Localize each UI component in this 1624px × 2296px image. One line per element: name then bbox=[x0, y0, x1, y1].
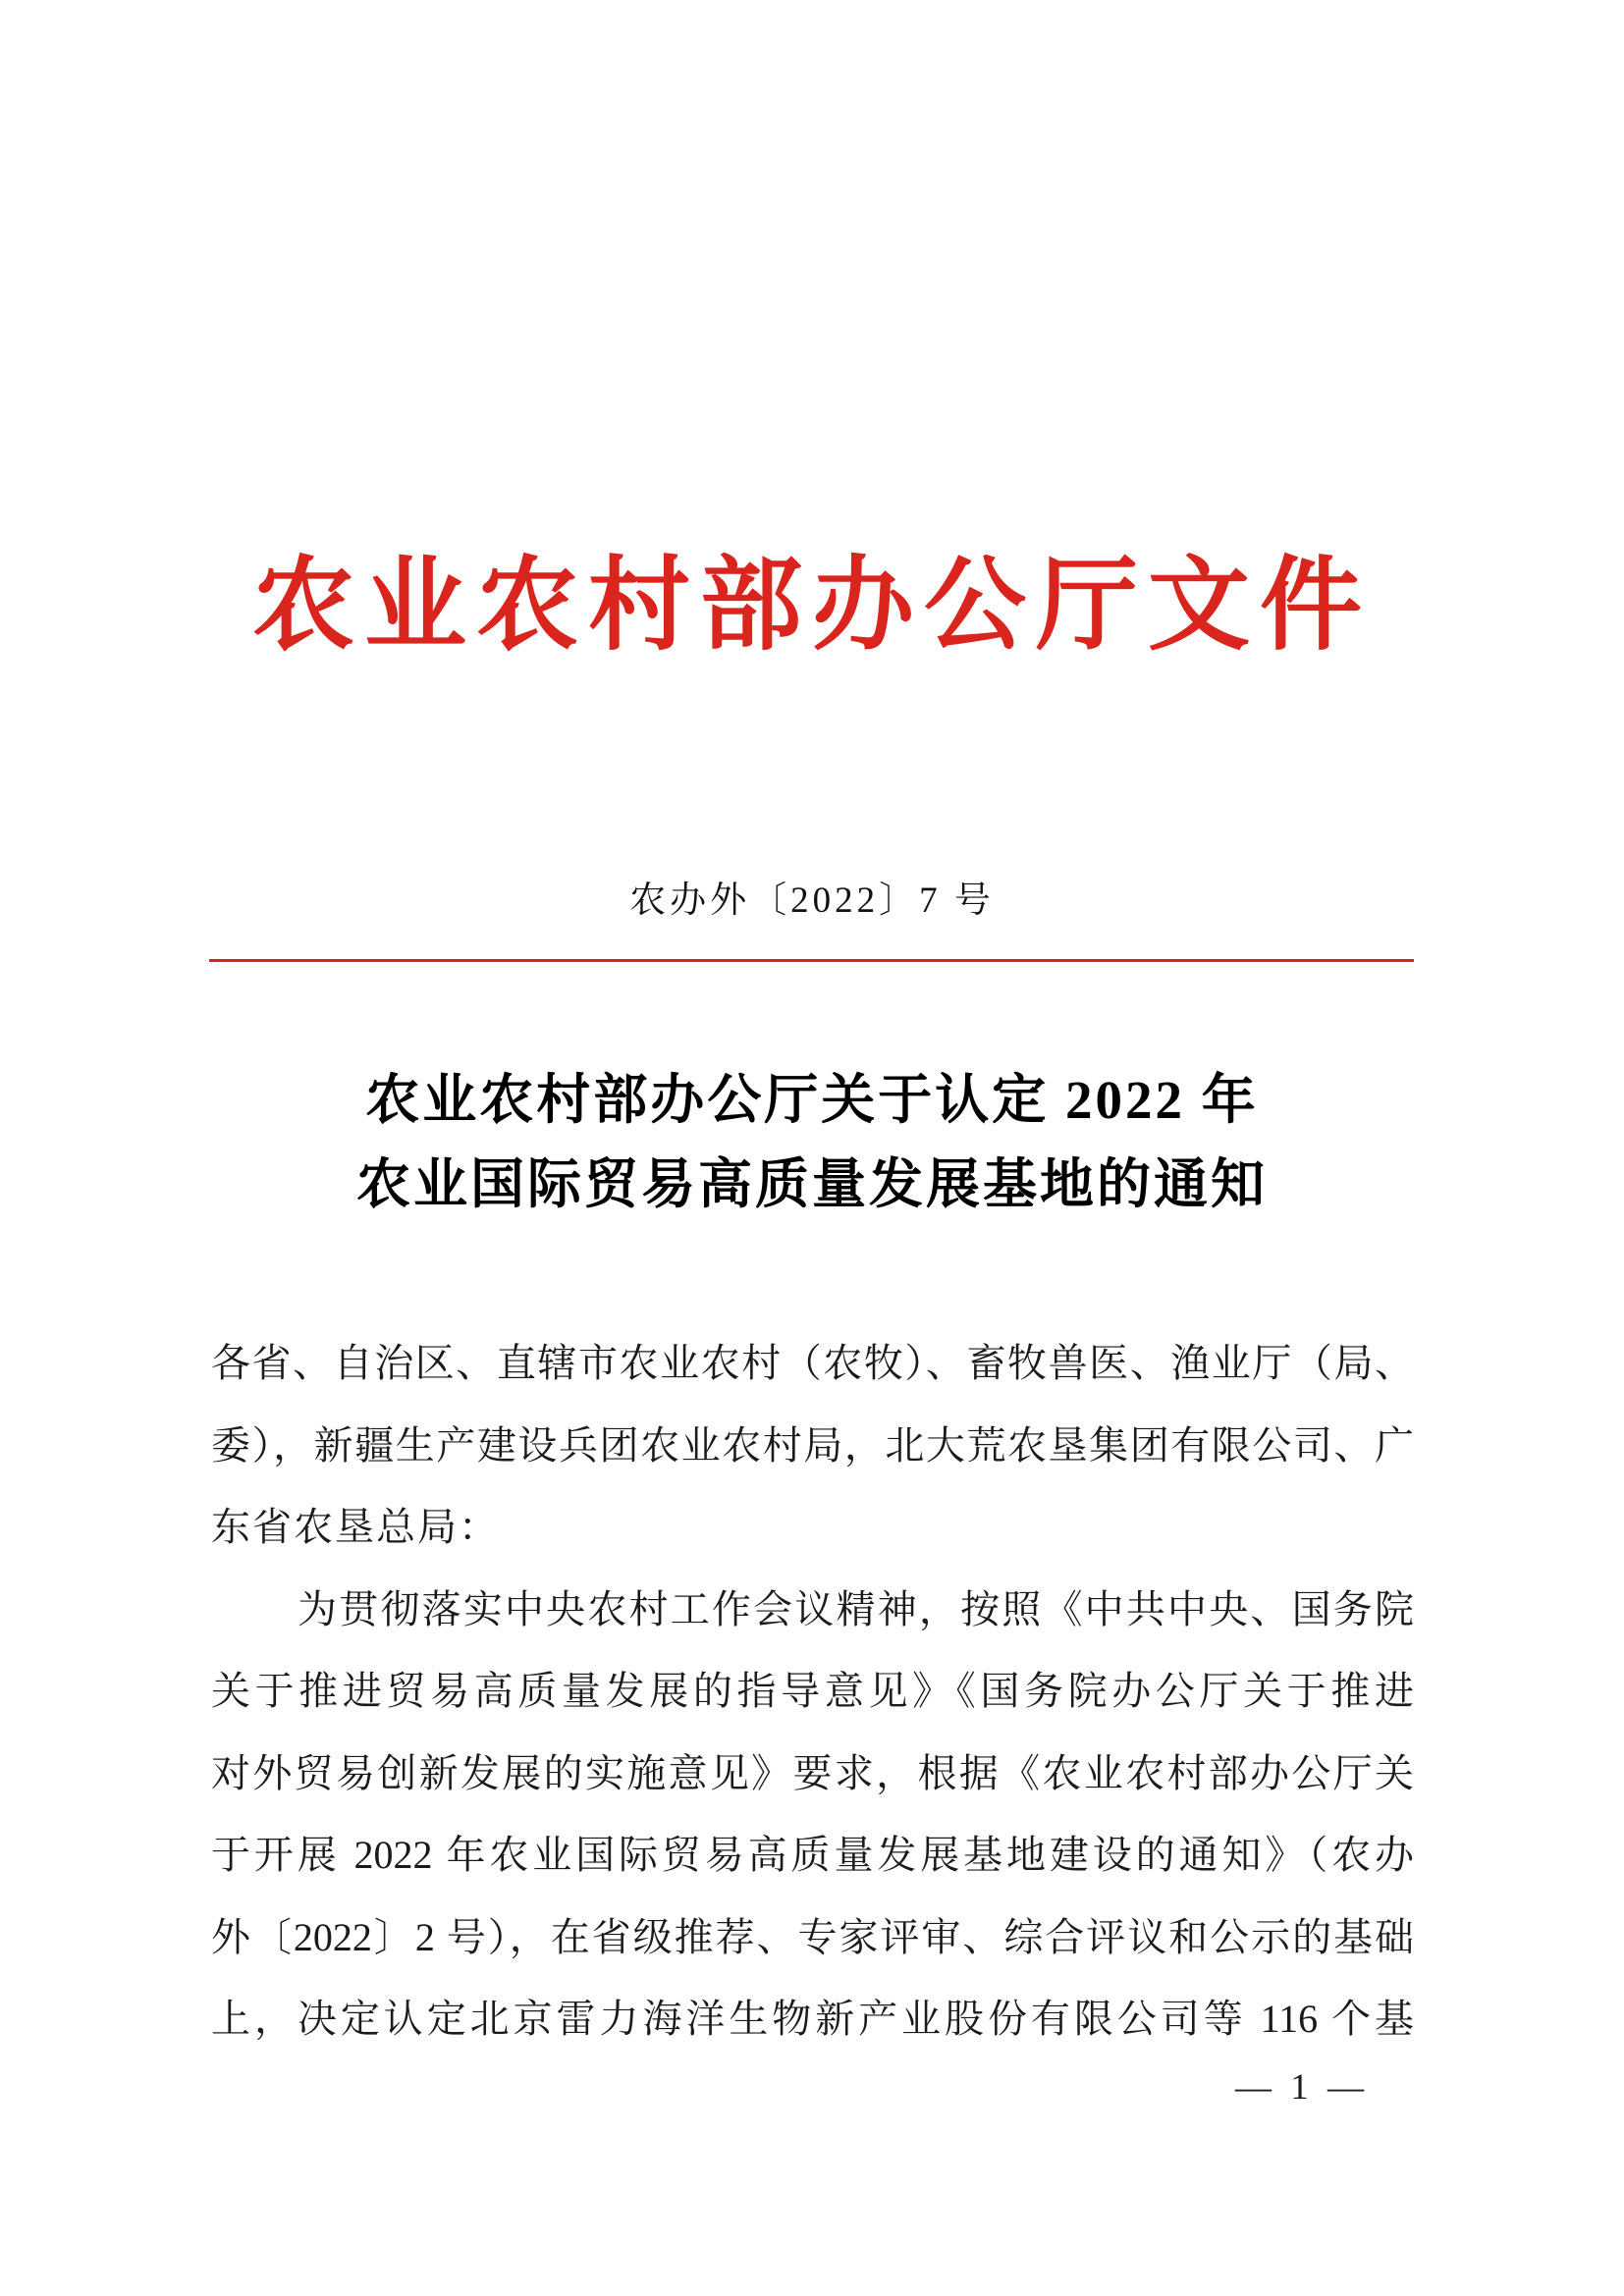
page-number: — 1 — bbox=[1235, 2067, 1369, 2108]
notice-title-line1: 农业农村部办公厅关于认定 2022 年 bbox=[365, 1070, 1259, 1130]
body-line: 对外贸易创新发展的实施意见》要求，根据《农业农村部办公厅关 bbox=[211, 1750, 1414, 1795]
notice-title-line2: 农业国际贸易高质量发展基地的通知 bbox=[355, 1154, 1268, 1214]
body-line: 上，决定认定北京雷力海洋生物新产业股份有限公司等 116 个基 bbox=[211, 1997, 1414, 2041]
red-divider-rule bbox=[209, 959, 1414, 962]
notice-title bbox=[0, 1058, 1624, 1227]
body-line: 为贯彻落实中央农村工作会议精神，按照《中共中央、国务院 bbox=[298, 1586, 1414, 1631]
body-line: 关于推进贸易高质量发展的指导意见》《国务院办公厅关于推进 bbox=[211, 1669, 1414, 1713]
body-line: 委），新疆生产建设兵团农业农村局，北大荒农垦集团有限公司、广 bbox=[211, 1422, 1414, 1468]
body-line: 于开展 2022 年农业国际贸易高质量发展基地建设的通知》（农办 bbox=[211, 1833, 1414, 1877]
body-line: 外〔2022〕2 号），在省级推荐、专家评审、综合评议和公示的基础 bbox=[211, 1914, 1414, 1959]
document-header-title: 农业农村部办公厅文件 bbox=[251, 550, 1372, 663]
doc-number: 农办外〔2022〕7 号 bbox=[629, 881, 995, 921]
body-line: 各省、自治区、直辖市农业农村（农牧）、畜牧兽医、渔业厅（局、 bbox=[211, 1341, 1414, 1385]
document-body bbox=[211, 1322, 1414, 2060]
body-line: 东省农垦总局： bbox=[211, 1505, 500, 1549]
